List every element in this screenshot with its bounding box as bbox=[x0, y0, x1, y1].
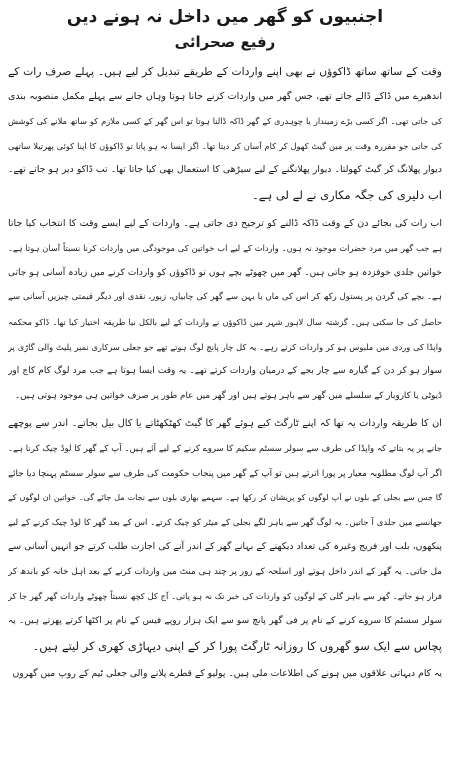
article-author: رفیع صحرائی bbox=[174, 33, 276, 51]
paragraph-2-line: ہے۔ بچے کی گردن پر پستول رکھ کر اس کی ماں یا بہن سے گھر کی چابیاں، زیور، نقدی اور دیگر قیمتی چیزیں آسانی سے bbox=[8, 292, 442, 303]
paragraph-3-line: گا جس سے بجلی کے بلوں نے آپ لوگوں کو پریشان کر رکھا ہے۔ سہمے بھاری بلوں سے نجات مل جائے گی۔ خواتین ان لوگوں کے bbox=[8, 493, 442, 503]
paragraph-1-line: اندھیرے میں ڈاکے ڈالے جاتے تھے، جس گھر میں واردات کرنے جانا ہوتا وہاں جانے سے پہلے مکمل منصوبہ بندی bbox=[8, 90, 442, 102]
article-title: اجنبیوں کو گھر میں داخل نہ ہونے دیں bbox=[66, 7, 384, 27]
paragraph-3-line: پنکھوں، بلب اور فریج وغیرہ کی تعداد دیکھنے کے بہانے گھر کے اندر آنے کی اجازت طلب کرتے جو انہیں آسانی سے bbox=[8, 541, 442, 553]
paragraph-1-line: اب دلیری کی جگہ مکاری نے لے لی ہے۔ bbox=[251, 187, 442, 202]
paragraph-3-line: سولر سسٹم کا سروے کرنے کے نام پر فی گھر پانچ سو سے ایک ہزار روپے فیس کے نام پر اکٹھا کرتے پھرتے ہیں۔ یہ bbox=[8, 616, 442, 627]
paragraph-3-line: ان کا طریقہ واردات یہ تھا کہ اپنے ٹارگٹ کیے ہوئے گھر کا گیٹ کھٹکھٹاتے یا کال بیل بجاتے۔ اندر سے پوچھے bbox=[8, 418, 442, 430]
paragraph-4-line: یہ کام دیہاتی علاقوں میں ہونے کی اطلاعات ملی ہیں۔ پولیو کے قطرے پلانے والی جعلی ٹیم کے روپ میں گھروں bbox=[12, 668, 442, 680]
paragraph-1-line: دیوار پھلانگ کر گیٹ کھولتا۔ دیوار پھلانگنے کے لیے سیڑھی کا استعمال بھی کیا جاتا تھا۔ تب ڈاکو دیر ہو جاتے تھے۔ bbox=[8, 164, 442, 176]
paragraph-3-line: جھانسے میں جلدی آ جاتیں۔ یہ لوگ گھر سے باہر لگے بجلی کے میٹر کو چیک کرتے۔ اس کے بعد گھر کا لوڈ چیک کرنے کے لیے bbox=[8, 517, 442, 528]
paragraph-1-line: وقت کے ساتھ ساتھ ڈاکوؤں نے بھی اپنے واردات کے طریقے تبدیل کر لیے ہیں۔ پہلے صرف رات کے bbox=[8, 65, 442, 78]
paragraph-2-line: اب رات کی بجائے دن کے وقت ڈاکہ ڈالنے کو ترجیح دی جاتی ہے۔ واردات کے لیے ایسے وقت کا انتخاب کیا جاتا bbox=[8, 217, 442, 229]
paragraph-2-line: ڈیوٹی یا کاروبار کے سلسلے میں گھر سے باہر ہوتے ہیں اور گھر میں عام طور پر صرف خواتین ہی موجود ہوتی ہیں۔ bbox=[15, 390, 442, 401]
paragraph-3-line: مل جاتی۔ یہ گھر کے اندر داخل ہوتے اور اسلحہ کے زور پر چند ہی منٹ میں واردات کرنے کے بعد اہل خانہ کو باندھ کر bbox=[8, 566, 442, 577]
paragraph-1-line: کی جاتی تھی۔ اگر کسی بڑے زمیندار یا چوہدری کے گھر ڈاکہ ڈالنا ہوتا تو اس گھر کے کسی ملازم کو ساتھ ملانے کی کوشش bbox=[8, 116, 442, 127]
paragraph-2-line: ہے جب گھر میں مرد حضرات موجود نہ ہوں۔ واردات کے لیے اب خواتین کی موجودگی میں واردات کرنا نسبتاً آسان ہوتا ہے۔ bbox=[8, 243, 442, 254]
paragraph-1-line: کی جاتی جو مقررہ وقت پر مین گیٹ کھول کر کام آسان کر دیتا تھا۔ اگر ایسا نہ ہو پاتا تو ڈاکوؤں کا اپنا کوئی پھرتیلا ساتھی bbox=[8, 140, 442, 151]
paragraph-2-line: حاصل کی جا سکتی ہیں۔ گزشتہ سال لاہور شہر میں ڈاکوؤں نے واردات کے لیے بالکل نیا طریقہ اختیار کیا تھا۔ ڈاکو محکمہ bbox=[8, 316, 442, 327]
paragraph-2-line: سوار ہو کر دن کے گیارہ سے چار بجے کے درمیان واردات کرتے تھے۔ یہ وقت ایسا ہوتا ہے جب مرد لوگ کام کاج اور bbox=[8, 366, 442, 377]
paragraph-3-line: اگر آپ لوگ مطلوبہ معیار پر پورا اترتے ہیں تو آپ کے گھر میں پنجاب حکومت کی طرف سے سولر سسٹم پہنچا دیا جائے bbox=[8, 468, 442, 479]
paragraph-2-line: خواتین جلدی خوفزدہ ہو جاتی ہیں۔ گھر میں چھوٹے بچے ہوں تو ڈاکوؤں کو واردات کرنے میں زیادہ آسانی ہو جاتی bbox=[8, 267, 442, 278]
paragraph-3-line: جانے پر یہ بتاتے کہ واپڈا کی طرف سے سولر سسٹم سکیم کا سروے کرنے کے لیے آئے ہیں۔ آپ کے گھر کا لوڈ چیک کرنا ہے۔ bbox=[8, 443, 442, 454]
paragraph-2-line: واپڈا کی وردی میں ملبوس ہو کر واردات کرتے رہے۔ یہ کل چار پانچ لوگ ہوتے تھے جو جعلی سرکاری نمبر پلیٹ والی گاڑی پر bbox=[8, 341, 442, 352]
paragraph-3-line: فرار ہو جاتے۔ گھر سے باہر گلی کے لوگوں کو واردات کی خبر تک نہ ہو پاتی۔ آج کل کچھ نسبتاً چھوٹے واردات گھر گھر جا کر bbox=[8, 591, 442, 602]
paragraph-3-line: پچاس سے ایک سو گھروں کا روزانہ ٹارگٹ پورا کر کے اپنی دیہاڑی کھری کر لیتے ہیں۔ bbox=[32, 638, 442, 653]
article-body bbox=[8, 60, 442, 687]
